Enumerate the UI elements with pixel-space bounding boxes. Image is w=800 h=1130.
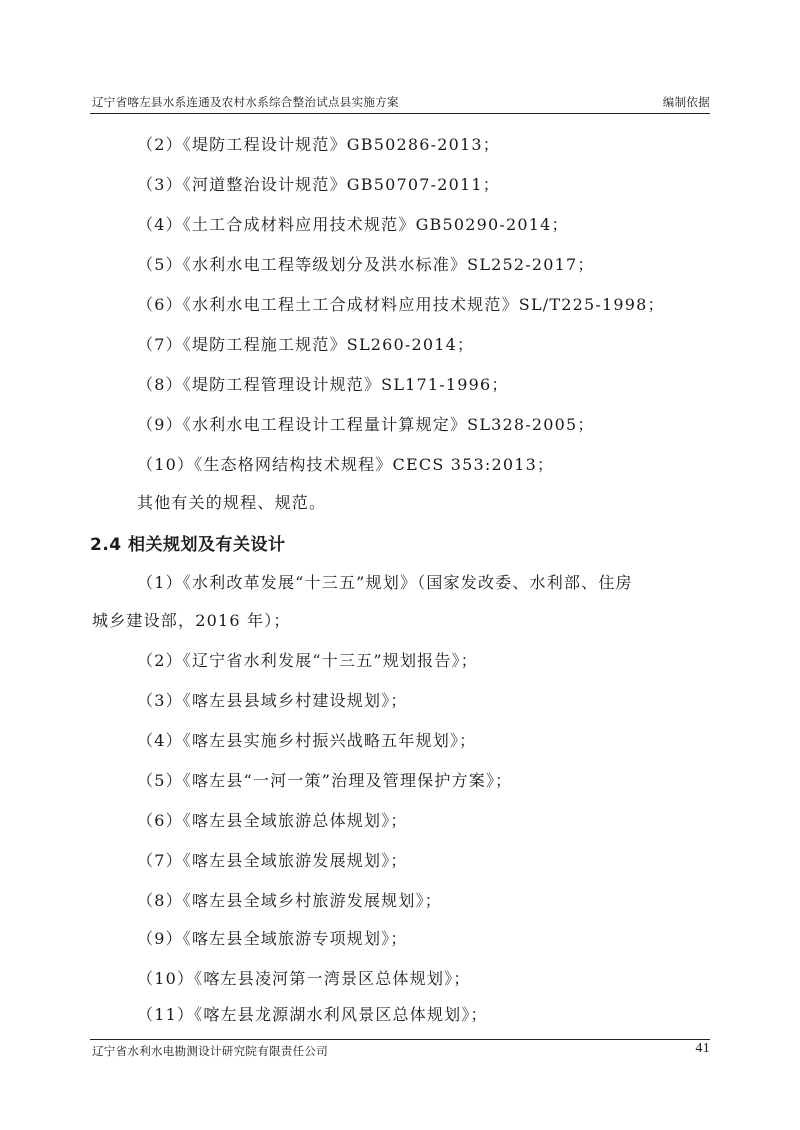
list-item: （2）《堤防工程设计规范》GB50286-2013； [137,135,500,154]
list-item: （7）《喀左县全域旅游发展规划》； [137,851,408,870]
list-item: （4）《喀左县实施乡村振兴战略五年规划》； [137,731,477,750]
list-item: （3）《喀左县县域乡村建设规划》； [137,691,408,710]
list-item: （1）《水利改革发展“十三五”规划》（国家发改委、水利部、住房 [137,573,633,592]
list-item: （10）《生态格网结构技术规程》CECS 353:2013； [137,455,555,474]
list-item: （7）《堤防工程施工规范》SL260-2014； [137,335,475,354]
list-item: （5）《水利水电工程等级划分及洪水标准》SL252-2017； [137,255,595,274]
footer-rule [90,1039,710,1040]
list-item: （9）《水利水电工程设计工程量计算规定》SL328-2005； [137,415,595,434]
list-item: （10）《喀左县凌河第一湾景区总体规划》； [137,969,471,988]
document-title: 辽宁省喀左县水系连通及农村水系综合整治试点县实施方案 [92,95,399,109]
page-header [92,94,710,114]
list-item: （2）《辽宁省水利发展“十三五”规划报告》； [137,651,478,670]
list-item: （4）《土工合成材料应用技术规范》GB50290-2014； [137,215,569,234]
list-item: （6）《水利水电工程土工合成材料应用技术规范》SL/T225-1998； [137,295,665,314]
header-rule [90,113,710,114]
list-item: （9）《喀左县全域旅游专项规划》； [137,929,408,948]
organization-name: 辽宁省水利水电勘测设计研究院有限责任公司 [92,1044,328,1058]
list-item: （8）《喀左县全域乡村旅游发展规划》； [137,891,442,910]
list-item-continuation: 城乡建设部，2016 年）； [92,611,291,630]
list-item: （11）《喀左县龙源湖水利风景区总体规划》； [137,1005,488,1024]
section-heading: 2.4 相关规划及有关设计 [90,535,286,555]
section-name: 编制依据 [662,95,710,109]
paragraph: 其他有关的规程、规范。 [137,493,327,512]
page-number: 41 [695,1041,710,1056]
page-footer [92,1043,710,1061]
list-item: （8）《堤防工程管理设计规范》SL171-1996； [137,375,509,394]
list-item: （5）《喀左县“一河一策”治理及管理保护方案》； [137,771,513,790]
list-item: （3）《河道整治设计规范》GB50707-2011； [137,175,500,194]
list-item: （6）《喀左县全域旅游总体规划》； [137,811,408,830]
